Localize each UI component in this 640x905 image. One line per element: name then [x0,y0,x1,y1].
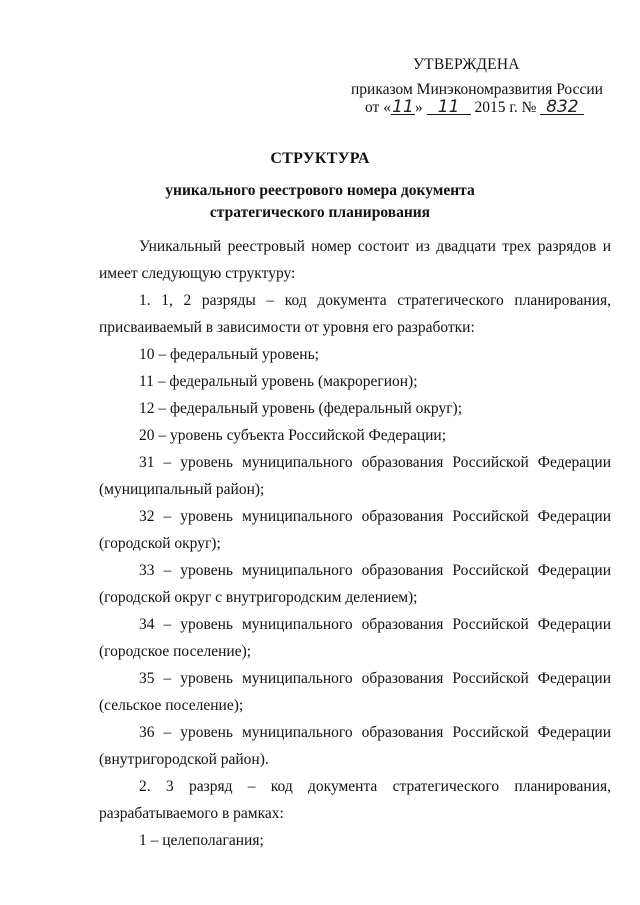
list-item: 33 – уровень муниципального образования Российской Федерации (городской округ с внутригородским делением); [99,562,611,606]
list-item: 1 – целеполагания; [139,832,264,849]
section-2-paragraph: 2. 3 разряд – код документа стратегического планирования, разрабатываемого в рамках: [99,778,611,822]
list-item: 36 – уровень муниципального образования Российской Федерации (внутригородской район). [99,724,611,768]
date-mid: » [414,99,423,116]
list-item: 32 – уровень муниципального образования Российской Федерации (городской округ); [99,508,611,552]
list-item: 35 – уровень муниципального образования Российской Федерации (сельское поселение); [99,670,611,714]
approval-title: УТВЕРЖДЕНА [413,56,520,73]
handwritten-month: 11 [427,100,471,115]
approval-date-line [365,99,584,117]
handwritten-order-number: 832 [540,100,584,115]
approval-order-line: приказом Минэкономразвития России [351,81,603,98]
list-item: 10 – федеральный уровень; [139,346,319,363]
levels-list [99,341,611,773]
list-item: 11 – федеральный уровень (макрорегион); [139,373,418,390]
date-year: 2015 г. № [474,99,537,116]
handwritten-day: 11 [392,97,414,117]
list-item: 12 – федеральный уровень (федеральный округ); [139,400,463,417]
list-item: 31 – уровень муниципального образования Российской Федерации (муниципальный район); [99,454,611,498]
list-item: 20 – уровень субъекта Российской Федерации; [139,427,447,444]
intro-paragraph: Уникальный реестровый номер состоит из двадцати трех разрядов и имеет следующую структуру: [99,238,611,282]
date-prefix: от « [365,99,391,116]
section-2-list [99,827,611,854]
document-body [99,233,611,854]
list-item: 34 – уровень муниципального образования Российской Федерации (городское поселение); [99,616,611,660]
document-title: СТРУКТУРА [270,150,370,167]
document-subtitle: уникального реестрового номера документа стратегического планирования [165,182,475,221]
section-1-paragraph: 1. 1, 2 разряды – код документа стратегического планирования, присваиваемый в зависимости от уровня его разработки: [99,292,611,336]
